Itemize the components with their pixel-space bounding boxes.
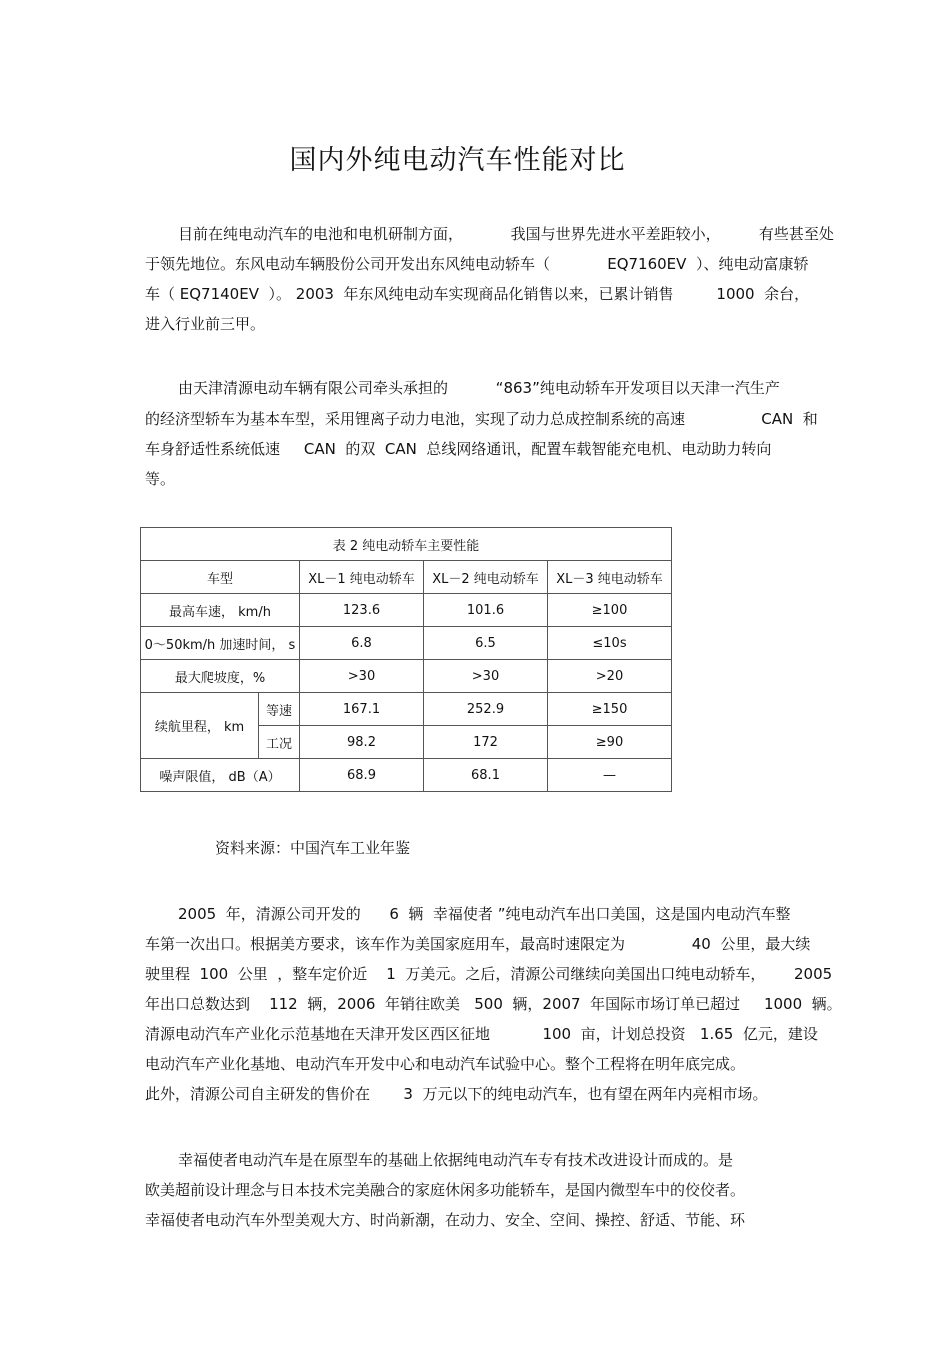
table-header-row xyxy=(141,561,672,594)
paragraph-1-line-3: 车（ EQ7140EV ）。 2003 年东风纯电动车实现商品化销售以来，已累计销售 1000 余台， xyxy=(145,285,810,303)
paragraph-1-line-4: 进入行业前三甲。 xyxy=(145,315,266,333)
table-cell: ≥90 xyxy=(548,726,672,759)
row-sublabel-constant: 等速 xyxy=(259,693,300,726)
row-label-range: 续航里程， km xyxy=(141,693,259,759)
table-row xyxy=(141,759,672,792)
table-row xyxy=(141,693,672,726)
table-cell: 98.2 xyxy=(300,726,424,759)
table-cell: — xyxy=(548,759,672,792)
paragraph-4-line-1: 幸福使者电动汽车是在原型车的基础上依据纯电动汽车专有技术改进设计而成的。是 xyxy=(178,1151,734,1169)
performance-table xyxy=(140,527,672,792)
paragraph-2-line-4: 等。 xyxy=(145,470,176,488)
paragraph-4-line-2: 欧美超前设计理念与日本技术完美融合的家庭休闲多功能轿车，是国内微型车中的佼佼者。 xyxy=(145,1181,746,1199)
paragraph-2-line-3: 车身舒适性系统低速 CAN 的双 CAN 总线网络通讯，配置车载智能充电机、电动助力转向 xyxy=(145,440,772,458)
header-cell-xl1: XL－1 纯电动轿车 xyxy=(300,561,424,594)
header-cell-model: 车型 xyxy=(141,561,300,594)
paragraph-3-line-2: 车第一次出口。根据美方要求，该车作为美国家庭用车，最高时速限定为 40 公里，最大续 xyxy=(145,935,811,953)
paragraph-3-line-3: 驶里程 100 公里 ，整车定价近 1 万美元。之后，清源公司继续向美国出口纯电动轿车， 2005 xyxy=(145,965,833,983)
table-cell: 68.1 xyxy=(424,759,548,792)
paragraph-3-line-4: 年出口总数达到 112 辆，2006 年销往欧美 500 辆，2007 年国际市场订单已超过 1000 辆。 xyxy=(145,995,842,1013)
table-cell: 6.5 xyxy=(424,627,548,660)
paragraph-3-line-6: 电动汽车产业化基地、电动汽车开发中心和电动汽车试验中心。整个工程将在明年底完成。 xyxy=(145,1055,746,1073)
table-row xyxy=(141,627,672,660)
table-cell: >20 xyxy=(548,660,672,693)
row-label-acceleration: 0～50km/h 加速时间， s xyxy=(141,627,300,660)
header-cell-xl2: XL－2 纯电动轿车 xyxy=(424,561,548,594)
paragraph-3-line-1: 2005 年，清源公司开发的 6 辆 幸福使者 ”纯电动汽车出口美国，这是国内电动汽车整 xyxy=(178,905,791,923)
table-cell: >30 xyxy=(424,660,548,693)
table-cell: 252.9 xyxy=(424,693,548,726)
row-sublabel-cycle: 工况 xyxy=(259,726,300,759)
source-note: 资料来源：中国汽车工业年鉴 xyxy=(215,839,411,857)
row-label-climb: 最大爬坡度，% xyxy=(141,660,300,693)
paragraph-3-line-5: 清源电动汽车产业化示范基地在天津开发区西区征地 100 亩，计划总投资 1.65 亿元，建设 xyxy=(145,1025,818,1043)
page-title: 国内外纯电动汽车性能对比 xyxy=(289,145,626,176)
paragraph-1-line-1: 目前在纯电动汽车的电池和电机研制方面， 我国与世界先进水平差距较小， 有些甚至处 xyxy=(178,225,834,243)
table-cell: ≥150 xyxy=(548,693,672,726)
table-cell: 172 xyxy=(424,726,548,759)
table-cell: 167.1 xyxy=(300,693,424,726)
paragraph-2-line-2: 的经济型轿车为基本车型，采用锂离子动力电池，实现了动力总成控制系统的高速 CAN 和 xyxy=(145,410,818,428)
paragraph-1-line-2: 于领先地位。东风电动车辆股份公司开发出东风纯电动轿车（ EQ7160EV ）、纯电动富康轿 xyxy=(145,255,809,273)
header-cell-xl3: XL－3 纯电动轿车 xyxy=(548,561,672,594)
table-cell: 123.6 xyxy=(300,594,424,627)
table-cell: >30 xyxy=(300,660,424,693)
table-cell: ≤10s xyxy=(548,627,672,660)
table-cell: 68.9 xyxy=(300,759,424,792)
table-cell: ≥100 xyxy=(548,594,672,627)
table-caption: 表 2 纯电动轿车主要性能 xyxy=(141,528,672,561)
row-label-top-speed: 最高车速， km/h xyxy=(141,594,300,627)
paragraph-4-line-3: 幸福使者电动汽车外型美观大方、时尚新潮，在动力、安全、空间、操控、舒适、节能、环 xyxy=(145,1211,746,1229)
paragraph-2-line-1: 由天津清源电动车辆有限公司牵头承担的 “863”纯电动轿车开发项目以天津一汽生产 xyxy=(178,379,780,397)
row-label-noise: 噪声限值， dB（A） xyxy=(141,759,300,792)
table-row xyxy=(141,660,672,693)
paragraph-3-line-7: 此外，清源公司自主研发的售价在 3 万元以下的纯电动汽车，也有望在两年内亮相市场。 xyxy=(145,1085,768,1103)
table-cell: 6.8 xyxy=(300,627,424,660)
table-row xyxy=(141,594,672,627)
table-cell: 101.6 xyxy=(424,594,548,627)
